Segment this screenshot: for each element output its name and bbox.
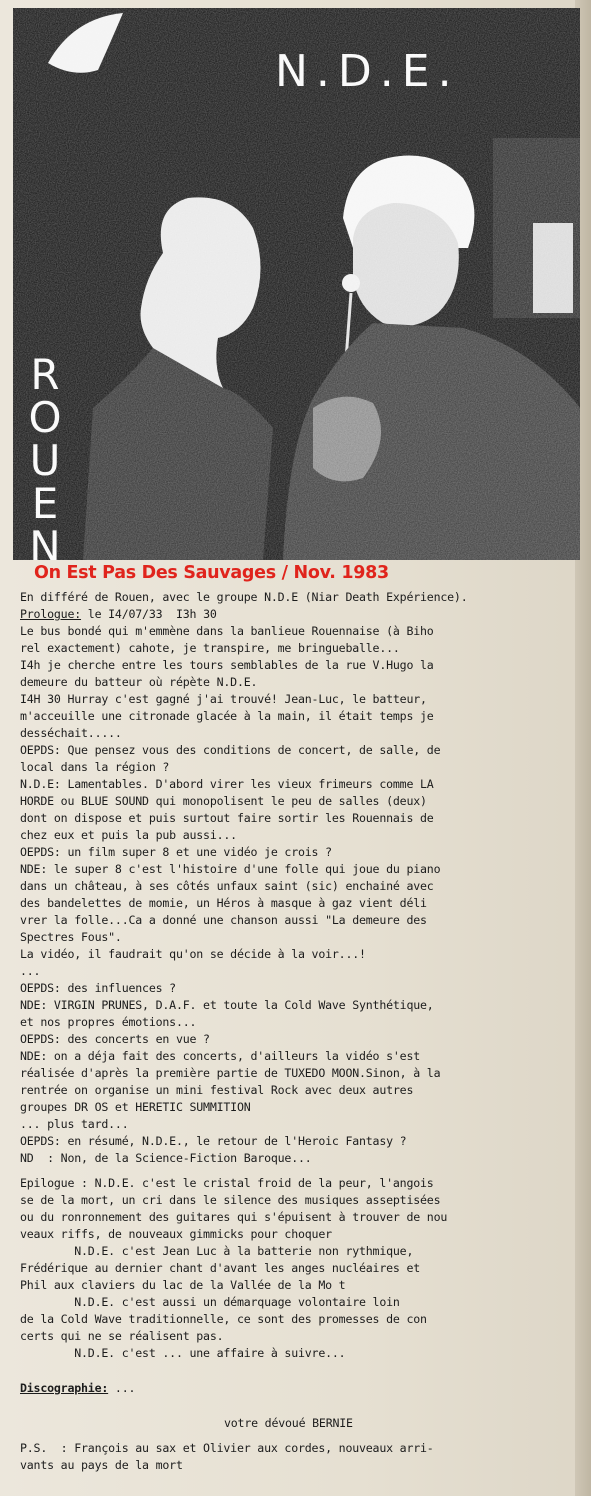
article-line: OEPDS: en résumé, N.D.E., le retour de l'Heroic Fantasy ?: [20, 1134, 407, 1148]
epilogue-line: de la Cold Wave traditionnelle, ce sont des promesses de con: [20, 1312, 427, 1326]
article-line: demeure du batteur où répète N.D.E.: [20, 675, 258, 689]
article-line: local dans la région ?: [20, 760, 170, 774]
spacer: [20, 1432, 575, 1440]
epilogue-line: veaux riffs, de nouveaux gimmicks pour choquer: [20, 1227, 332, 1241]
city-letter: U: [29, 436, 61, 485]
epilogue-line: certs qui ne se réalisent pas.: [20, 1329, 224, 1343]
article-line: dont on dispose et puis surtout faire sortir les Rouennais de: [20, 811, 434, 825]
city-letter: O: [28, 393, 62, 442]
article-line: I4H 30 Hurray c'est gagné j'ai trouvé! Jean-Luc, le batteur,: [20, 692, 427, 706]
article-line: ND : Non, de la Science-Fiction Baroque...: [20, 1151, 312, 1165]
article-line: NDE: on a déja fait des concerts, d'ailleurs la vidéo s'est: [20, 1049, 421, 1063]
city-letter: E: [31, 479, 59, 528]
article-line: et nos propres émotions...: [20, 1015, 197, 1029]
article-line: HORDE ou BLUE SOUND qui monopolisent le peu de salles (deux): [20, 794, 427, 808]
article-line: desséchait.....: [20, 726, 122, 740]
prologue-line: [20, 606, 575, 623]
article-line: rel exactement) cahote, je transpire, me bringueballe...: [20, 641, 400, 655]
article-line: ... plus tard...: [20, 1117, 129, 1131]
epilogue-line: Epilogue : N.D.E. c'est le cristal froid de la peur, l'angois: [20, 1176, 434, 1190]
article-line: ...: [20, 964, 41, 978]
article-line: Le bus bondé qui m'emmène dans la banlieue Rouennaise (à Biho: [20, 624, 434, 638]
article-line: I4h je cherche entre les tours semblables de la rue V.Hugo la: [20, 658, 434, 672]
article-line: N.D.E: Lamentables. D'abord virer les vieux frimeurs comme LA: [20, 777, 434, 791]
prologue-label: Prologue:: [20, 607, 82, 621]
article-line: dans un château, à ses côtés unfaux saint (sic) enchainé avec: [20, 879, 434, 893]
article-line: OEPDS: des influences ?: [20, 981, 176, 995]
article-body: [20, 589, 575, 1474]
city-letter: R: [30, 350, 60, 399]
article-line: réalisée d'après la première partie de TUXEDO MOON.Sinon, à la: [20, 1066, 441, 1080]
epilogue-line: N.D.E. c'est ... une affaire à suivre...: [20, 1346, 346, 1360]
interview-paragraph: [20, 623, 575, 1167]
spacer: [20, 1397, 575, 1415]
discography-label: Discographie:: [20, 1381, 109, 1395]
epilogue-line: N.D.E. c'est aussi un démarquage volontaire loin: [20, 1295, 400, 1309]
postscript-line: vants au pays de la mort: [20, 1458, 183, 1472]
city-letter: N: [29, 522, 61, 560]
epilogue-line: se de la mort, un cri dans le silence des musiques asseptisées: [20, 1193, 441, 1207]
epilogue-line: N.D.E. c'est Jean Luc à la batterie non rythmique,: [20, 1244, 414, 1258]
epilogue-line: ou du ronronnement des guitares qui s'épuisent à trouver de nou: [20, 1210, 448, 1224]
epilogue-line: Frédérique au dernier chant d'avant les anges nucléaires et: [20, 1261, 421, 1275]
article-line: m'acceuille une citronade glacée à la main, il était temps je: [20, 709, 434, 723]
article-line: rentrée on organise un mini festival Rock avec deux autres: [20, 1083, 414, 1097]
article-line: groupes DR OS et HERETIC SUMMITION: [20, 1100, 251, 1114]
article-line: vrer la folle...Ca a donné une chanson aussi "La demeure des: [20, 913, 427, 927]
discography-value: ...: [108, 1381, 136, 1395]
article-line: OEPDS: Que pensez vous des conditions de concert, de salle, de: [20, 743, 441, 757]
intro-line: En différé de Rouen, avec le groupe N.D.E (Niar Death Expérience).: [20, 590, 468, 604]
article-line: chez eux et puis la pub aussi...: [20, 828, 237, 842]
prologue-date: le I4/07/33 I3h 30: [81, 607, 217, 621]
band-name: N.D.E.: [275, 46, 460, 97]
article-line: Spectres Fous".: [20, 930, 122, 944]
epilogue-paragraph: [20, 1175, 575, 1362]
epilogue-line: Phil aux claviers du lac de la Vallée de la Mo t: [20, 1278, 346, 1292]
spacer: [20, 1167, 575, 1175]
postscript-line: P.S. : François au sax et Olivier aux cordes, nouveaux arri-: [20, 1441, 434, 1455]
article-line: La vidéo, il faudrait qu'on se décide à la voir...!: [20, 947, 366, 961]
band-photo: [13, 8, 580, 560]
city-vertical: [25, 350, 65, 560]
article-line: OEPDS: un film super 8 et une vidéo je crois ?: [20, 845, 332, 859]
source-caption: On Est Pas Des Sauvages / Nov. 1983: [34, 563, 389, 583]
article-line: des bandelettes de momie, un Héros à masque à gaz vient déli: [20, 896, 427, 910]
spacer: [20, 1362, 575, 1380]
postscript: [20, 1440, 575, 1474]
signature: votre dévoué BERNIE: [224, 1416, 353, 1430]
article-line: OEPDS: des concerts en vue ?: [20, 1032, 210, 1046]
discography-line: [20, 1380, 575, 1397]
article-line: NDE: VIRGIN PRUNES, D.A.F. et toute la Cold Wave Synthétique,: [20, 998, 434, 1012]
article-line: NDE: le super 8 c'est l'histoire d'une folle qui joue du piano: [20, 862, 441, 876]
